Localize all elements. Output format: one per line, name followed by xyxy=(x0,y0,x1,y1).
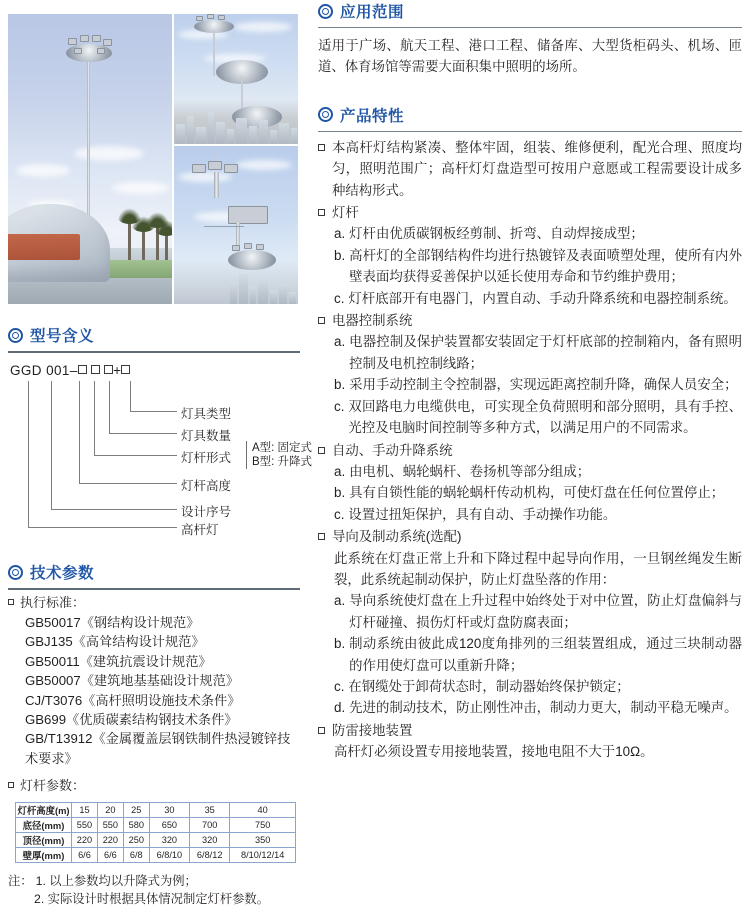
feature-text: 导向及制动系统(选配) xyxy=(332,529,462,545)
section-features xyxy=(318,104,742,763)
features-title: 产品特性 xyxy=(340,107,405,125)
pole-params-label-row xyxy=(8,776,300,795)
code-box-3 xyxy=(104,365,113,374)
code-box-4 xyxy=(121,365,130,374)
cell: 40 xyxy=(230,803,296,818)
sub-letter: a. xyxy=(334,593,346,609)
sub-item xyxy=(334,245,742,288)
list-item xyxy=(318,202,742,223)
model-code-plus: + xyxy=(113,363,122,378)
model-code-prefix: GGD 001 xyxy=(10,363,70,378)
sub-text: 设置过扭矩保护，具有自动、手动操作功能。 xyxy=(348,506,617,522)
square-bullet-icon xyxy=(8,599,14,605)
cell: 6/6 xyxy=(72,848,98,863)
feature-text: 电器控制系统 xyxy=(332,313,413,329)
model-code-string xyxy=(10,363,130,378)
note-line-2: 2. 实际设计时根据具体情况制定灯杆参数。 xyxy=(34,892,270,907)
feature-text: 灯杆 xyxy=(332,205,359,221)
model-label-high-mast: 高杆灯 xyxy=(181,523,219,537)
square-bullet-icon xyxy=(318,727,325,734)
cell: 220 xyxy=(97,833,123,848)
sub-item xyxy=(334,396,742,439)
sub-text: 灯杆底部开有电器门，内置自动、手动升降系统和电器控制系统。 xyxy=(348,290,737,306)
section-application xyxy=(318,0,742,78)
cell: 6/8/10 xyxy=(149,848,189,863)
square-bullet-icon xyxy=(318,144,325,151)
cell: 15 xyxy=(72,803,98,818)
list-item: GB50007《建筑地基基础设计规范》 xyxy=(25,673,239,689)
photo-main-pole-stadium xyxy=(8,14,172,304)
feature-text: 防雷接地装置 xyxy=(332,722,413,738)
model-label-design-no: 设计序号 xyxy=(181,505,232,519)
circle-target-icon xyxy=(8,565,23,580)
cell: 320 xyxy=(190,833,230,848)
sub-letter: b. xyxy=(334,636,346,652)
sub-text: 电器控制及保护装置都安装固定于灯杆底部的控制箱内，备有照明控制及电机控制线路； xyxy=(349,334,742,371)
table-row xyxy=(16,833,296,848)
row-header: 顶径(mm) xyxy=(16,833,72,848)
application-text: 适用于广场、航天工程、港口工程、储备库、大型货柜码头、机场、匝道、体育场馆等需要大面积集中照明的场所。 xyxy=(318,38,742,75)
list-item: GBJ135《高耸结构设计规范》 xyxy=(25,634,205,650)
code-box-1 xyxy=(78,365,87,374)
cell: 6/8/12 xyxy=(190,848,230,863)
sub-text: 采用手动控制主令控制器，实现远距离控制升降，确保人员安全； xyxy=(349,377,738,393)
photo-lamp-fixtures-sky xyxy=(174,146,298,304)
list-item: CJ/T3076《高杆照明设施技术条件》 xyxy=(25,692,241,708)
sub-text: 高杆灯的全部钢结构件均进行热镀锌及表面喷塑处理，使所有内外壁表面均获得妥善保护以延长使用寿命和节约维护费用； xyxy=(349,247,742,285)
sub-item xyxy=(334,374,742,395)
cell: 550 xyxy=(97,818,123,833)
sub-text: 双回路电力电缆供电，可实现全负荷照明和部分照明，具有手控、光控及电脑时间控制等多种方式，以满足用户的不同需求。 xyxy=(348,398,742,436)
stadium-building xyxy=(8,204,110,282)
sub-item xyxy=(334,223,742,244)
model-label-lamp-count: 灯具数量 xyxy=(181,429,232,443)
pole-form-note-a: A型: 固定式 xyxy=(252,442,313,454)
square-bullet-icon xyxy=(318,209,325,216)
square-bullet-icon xyxy=(318,447,325,454)
circle-target-icon xyxy=(318,4,333,19)
application-title: 应用范围 xyxy=(340,4,405,21)
cell: 750 xyxy=(230,818,296,833)
sub-letter: a. xyxy=(334,463,346,479)
circle-target-icon xyxy=(318,107,333,122)
note-1-text: 1. 以上参数均以升降式为例； xyxy=(35,874,197,889)
cell: 220 xyxy=(72,833,98,848)
model-meaning-header xyxy=(8,324,300,348)
features-header xyxy=(318,104,742,128)
cell: 20 xyxy=(97,803,123,818)
cell: 320 xyxy=(149,833,189,848)
sub-item xyxy=(334,697,742,718)
sub-text: 在钢缆处于卸荷状态时，制动器始终保护锁定； xyxy=(348,678,630,694)
list-item xyxy=(318,310,742,331)
photo-collage xyxy=(8,14,298,304)
table-row xyxy=(16,803,296,818)
sub-letter: c. xyxy=(334,506,345,522)
list-item: GB699《优质碳素结构钢技术条件》 xyxy=(25,712,238,728)
list-item xyxy=(318,720,742,741)
model-label-pole-form: 灯杆形式 xyxy=(181,451,232,465)
application-header xyxy=(318,0,742,24)
sub-item xyxy=(334,590,742,633)
sub-item xyxy=(334,331,742,374)
model-label-pole-height: 灯杆高度 xyxy=(181,479,232,493)
cell: 8/10/12/14 xyxy=(230,848,296,863)
sub-letter: a. xyxy=(334,334,346,350)
standards-list xyxy=(25,613,300,768)
standards-label: 执行标准： xyxy=(20,595,86,610)
right-column xyxy=(318,0,742,763)
sub-item xyxy=(334,633,742,676)
sub-letter: c. xyxy=(334,678,345,694)
code-box-2 xyxy=(91,365,100,374)
sub-text: 具有自锁性能的蜗轮蜗杆传动机构，可使灯盘在任何位置停止； xyxy=(349,485,725,501)
model-label-lamp-type: 灯具类型 xyxy=(181,407,232,421)
features-list xyxy=(318,137,742,763)
row-header: 灯杆高度(m) xyxy=(16,803,72,818)
sub-text: 导向系统使灯盘在上升过程中始终处于对中位置，防止灯盘偏斜与灯杆碰撞、损伤灯杆或灯盘防腐表面； xyxy=(349,593,742,630)
sub-letter: d. xyxy=(334,700,346,716)
section-model-meaning xyxy=(8,324,313,553)
standards-label-row xyxy=(8,593,300,612)
feature-lead-text: 高杆灯必须设置专用接地装置，接地电阻不大于10Ω。 xyxy=(334,744,654,760)
sub-text: 制动系统由彼此成120度角排列的三组装置组成，通过三块制动器的作用使灯盘可以重新升降； xyxy=(349,636,742,673)
model-code-diagram xyxy=(8,363,313,553)
square-bullet-icon xyxy=(318,533,325,540)
cell: 650 xyxy=(149,818,189,833)
cell: 700 xyxy=(190,818,230,833)
row-header: 底径(mm) xyxy=(16,818,72,833)
sub-text: 由电机、蜗轮蜗杆、卷扬机等部分组成； xyxy=(349,463,591,479)
sub-letter: b. xyxy=(334,247,346,263)
left-column xyxy=(8,14,313,908)
sub-letter: a. xyxy=(334,226,346,242)
cell: 550 xyxy=(72,818,98,833)
cell: 35 xyxy=(190,803,230,818)
sub-item xyxy=(334,676,742,697)
cell: 6/6 xyxy=(97,848,123,863)
sub-text: 灯杆由优质碳钢板经剪制、折弯、自动焊接成型； xyxy=(349,226,644,242)
list-item xyxy=(318,440,742,461)
divider xyxy=(318,27,742,28)
feature-text: 本高杆灯结构紧凑、整体牢固，组装、维修便利，配光合理、照度均匀，照明范围广；高杆灯灯盘造型可按用户意愿或工程需要设计成多种结构形式。 xyxy=(332,139,742,198)
model-pole-form-notes xyxy=(246,441,312,469)
model-code-dash: – xyxy=(69,363,78,378)
sub-letter: c. xyxy=(334,290,345,306)
cell: 250 xyxy=(123,833,149,848)
divider xyxy=(318,131,742,132)
divider xyxy=(8,351,300,353)
cell: 25 xyxy=(123,803,149,818)
list-item xyxy=(318,526,742,547)
feature-text: 自动、手动升降系统 xyxy=(332,442,453,458)
circle-target-icon xyxy=(8,328,23,343)
sub-letter: c. xyxy=(334,398,345,414)
feature-lead-text: 此系统在灯盘正常上升和下降过程中起导向作用，一旦钢丝绳发生断裂，此系统起制动保护，防止灯盘坠落的作用： xyxy=(334,550,742,587)
section-tech-params xyxy=(8,561,300,908)
sub-item xyxy=(334,482,742,503)
list-item xyxy=(318,137,742,201)
note-prefix: 注： xyxy=(8,874,33,889)
pole-params-label: 灯杆参数： xyxy=(20,778,86,794)
square-bullet-icon xyxy=(8,782,14,788)
sub-letter: b. xyxy=(334,485,346,501)
tech-params-header xyxy=(8,561,300,585)
cell: 580 xyxy=(123,818,149,833)
cell: 30 xyxy=(149,803,189,818)
list-item: GB/T13912《金属覆盖层钢铁制件热浸镀锌技术要求》 xyxy=(25,731,291,766)
row-header: 壁厚(mm) xyxy=(16,848,72,863)
model-meaning-title: 型号含义 xyxy=(30,328,95,345)
list-item: GB50011《建筑抗震设计规范》 xyxy=(25,653,212,669)
divider xyxy=(8,588,300,590)
table-row xyxy=(16,818,296,833)
sub-item xyxy=(334,504,742,525)
photo-lamp-heads-skyline xyxy=(174,14,298,144)
sub-item xyxy=(334,288,742,309)
sub-text: 先进的制动技术，防止刚性冲击，制动力更大，制动平稳无噪声。 xyxy=(349,700,738,716)
square-bullet-icon xyxy=(318,317,325,324)
sub-letter: b. xyxy=(334,377,346,393)
cell: 6/8 xyxy=(123,848,149,863)
pole-params-table xyxy=(15,802,296,863)
sub-item xyxy=(334,461,742,482)
cell: 350 xyxy=(230,833,296,848)
list-item: GB50017《钢结构设计规范》 xyxy=(25,615,200,630)
tech-params-title: 技术参数 xyxy=(30,565,95,582)
table-notes xyxy=(8,872,300,908)
pole-form-note-b: B型: 升降式 xyxy=(252,456,313,468)
table-row xyxy=(16,848,296,863)
